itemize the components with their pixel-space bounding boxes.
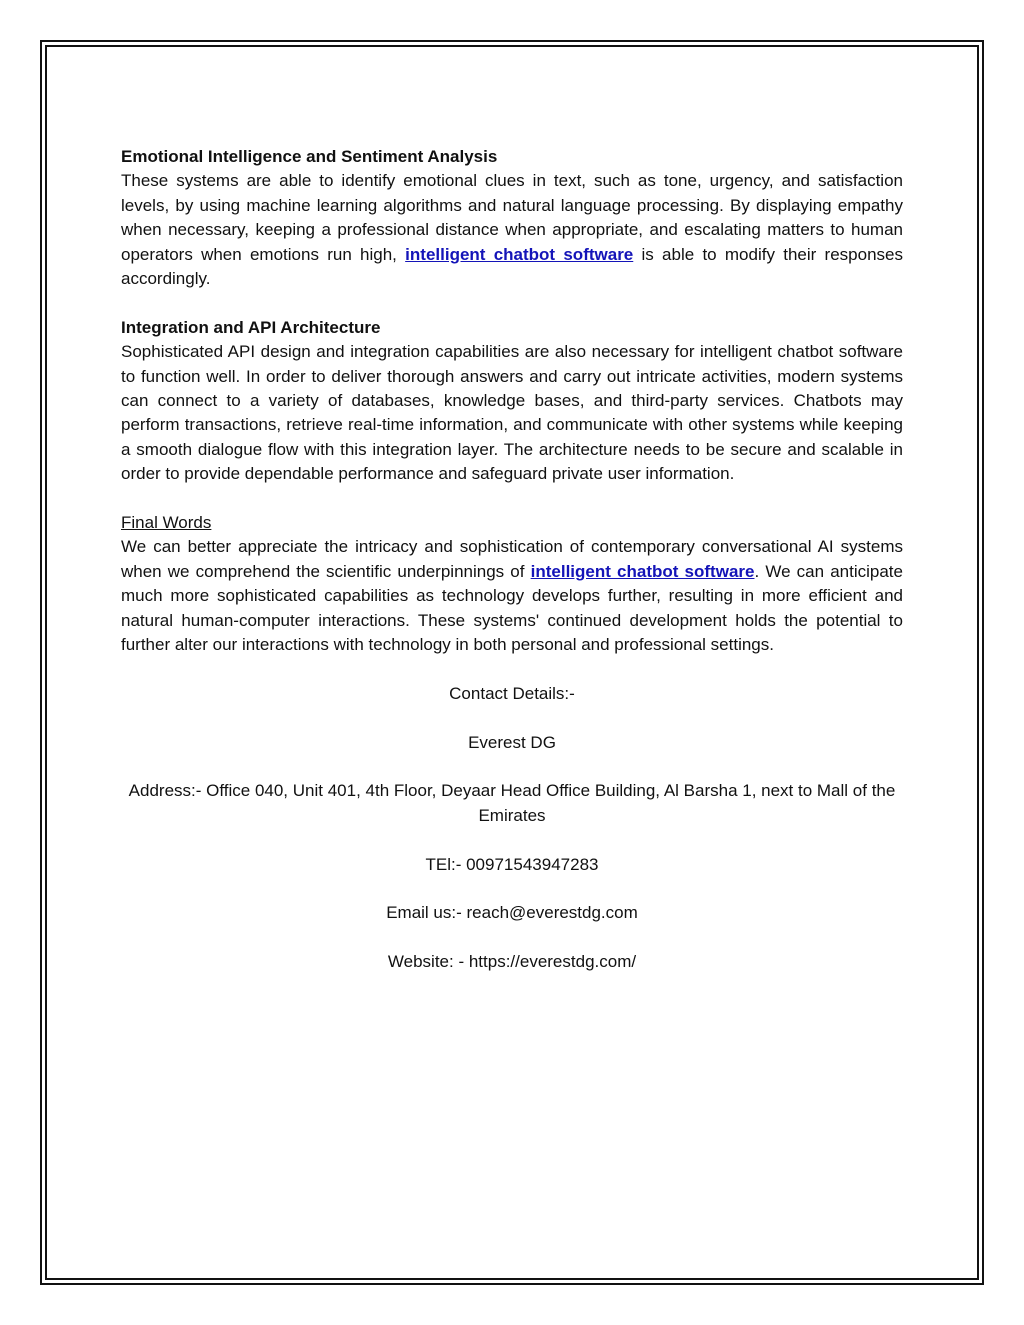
paragraph-text: . We can anticipate much more sophisticated capabilities as technology develops further, resulting in more efficient and natural human-computer interactions. These systems' continued development holds the potential to further alter our interactions with technology in both personal and professional settings. <box>121 561 903 655</box>
contact-address: Address:- Office 040, Unit 401, 4th Floor, Deyaar Head Office Building, Al Barsha 1, next to Mall of the Emirates <box>128 781 896 825</box>
section-heading-integration: Integration and API Architecture <box>121 317 381 337</box>
contact-title: Contact Details:- <box>449 683 575 703</box>
chatbot-software-link[interactable]: intelligent chatbot software <box>405 244 634 264</box>
paragraph-text: is able to modify their responses accordingly. <box>121 244 903 289</box>
paragraph-text: We can better appreciate the intricacy and sophistication of contemporary conversational AI systems when we comprehend the scientific underpinnings of <box>121 537 903 581</box>
section-heading-emotional-intelligence: Emotional Intelligence and Sentiment Analysis <box>121 147 498 166</box>
contact-website: Website: - https://everestdg.com/ <box>387 952 637 972</box>
paragraph-text: These systems are able to identify emotional clues in text, such as tone, urgency, and satisfaction levels, by using machine learning algorithms and natural language processing. By displaying empathy when necessary, keeping a professional distance when appropriate, and escalating matters to human operators when emotions run high, <box>121 171 903 264</box>
section-paragraph-final-words <box>121 535 903 657</box>
document-body <box>121 145 903 975</box>
contact-phone: TEl:- 00971543947283 <box>425 854 599 874</box>
chatbot-software-link[interactable]: intelligent chatbot software <box>530 561 755 581</box>
company-name: Everest DG <box>468 732 556 752</box>
contact-email: Email us:- reach@everestdg.com <box>386 903 638 923</box>
section-paragraph-integration: Sophisticated API design and integration capabilities are also necessary for intelligent chatbot software to function well. In order to deliver thorough answers and carry out intricate activities, modern systems can connect to a variety of databases, knowledge bases, and third-party services. Chatbots may perform transactions, retrieve real-time information, and communicate with other systems while keeping a smooth dialogue flow with this integration layer. The architecture needs to be secure and scalable in order to provide dependable performance and safeguard private user information. <box>121 342 903 484</box>
section-heading-final-words: Final Words <box>121 513 212 533</box>
section-paragraph-emotional-intelligence <box>121 169 903 291</box>
